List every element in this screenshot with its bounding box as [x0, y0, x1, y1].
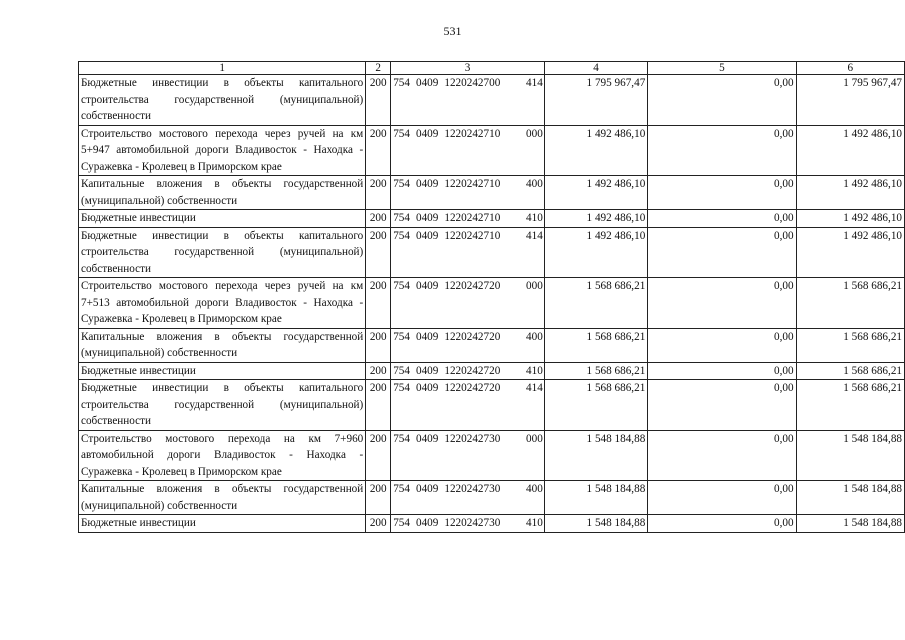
row-code-part-1 — [393, 481, 500, 498]
row-col-2: 200 — [366, 227, 391, 278]
table-row — [79, 362, 905, 380]
row-code-part-1 — [393, 176, 500, 193]
row-col-2: 200 — [366, 125, 391, 176]
row-col-5-value: 0,00 — [648, 227, 796, 278]
row-col-5-value: 0,00 — [648, 515, 796, 533]
row-ministry-code: 754 — [393, 280, 410, 292]
row-article-code: 1220242720 — [444, 280, 501, 292]
row-code-part-1 — [393, 126, 500, 143]
row-section-code: 0409 — [415, 330, 439, 343]
row-name: Строительство мостового перехода через ручей на км 7+513 автомобильной дороги Владивосток - Находка - Суражевка - Кролевец в Приморском крае — [79, 278, 366, 329]
row-budget-code — [391, 328, 545, 362]
table-row — [79, 380, 905, 431]
row-col-6-value: 1 548 184,88 — [796, 515, 904, 533]
row-name: Капитальные вложения в объекты государственной (муниципальной) собственности — [79, 328, 366, 362]
row-section-code: 0409 — [415, 382, 439, 394]
budget-table — [78, 61, 905, 533]
row-col-6-value: 1 568 686,21 — [796, 328, 904, 362]
header-col-1: 1 — [79, 62, 366, 75]
row-budget-code — [391, 75, 545, 126]
row-col-2: 200 — [366, 515, 391, 533]
row-article-code: 1220242730 — [444, 432, 501, 445]
row-budget-code — [391, 380, 545, 431]
row-col-4-value: 1 548 184,88 — [544, 515, 647, 533]
row-col-2: 200 — [366, 75, 391, 126]
row-code-part-1 — [393, 431, 500, 448]
row-ministry-code: 754 — [393, 517, 410, 529]
header-col-3: 3 — [391, 62, 545, 75]
row-col-6-value: 1 568 686,21 — [796, 278, 904, 329]
table-row — [79, 481, 905, 515]
row-budget-code — [391, 515, 545, 533]
table-row — [79, 515, 905, 533]
row-col-4-value: 1 795 967,47 — [544, 75, 647, 126]
row-col-6-value: 1 492 486,10 — [796, 176, 904, 210]
row-type-code: 000 — [526, 280, 543, 292]
row-section-code: 0409 — [415, 280, 439, 292]
row-col-2: 200 — [366, 210, 391, 228]
row-budget-code — [391, 362, 545, 380]
table-row — [79, 125, 905, 176]
table-row — [79, 278, 905, 329]
row-article-code: 1220242710 — [444, 212, 501, 224]
row-col-6-value: 1 568 686,21 — [796, 380, 904, 431]
row-col-5-value: 0,00 — [648, 75, 796, 126]
row-article-code: 1220242730 — [444, 517, 501, 529]
row-type-code: 400 — [526, 330, 543, 343]
row-col-4-value: 1 568 686,21 — [544, 328, 647, 362]
row-type-code: 400 — [526, 178, 543, 190]
row-budget-code — [391, 176, 545, 210]
row-budget-code — [391, 430, 545, 481]
row-col-6-value: 1 568 686,21 — [796, 362, 904, 380]
row-ministry-code: 754 — [393, 229, 410, 242]
row-col-6-value: 1 492 486,10 — [796, 227, 904, 278]
table-header-row — [79, 62, 905, 75]
row-name: Бюджетные инвестиции — [79, 515, 366, 533]
table-row — [79, 328, 905, 362]
row-col-5-value: 0,00 — [648, 481, 796, 515]
row-section-code: 0409 — [415, 483, 439, 495]
row-ministry-code: 754 — [393, 77, 410, 89]
row-ministry-code: 754 — [393, 127, 410, 140]
row-article-code: 1220242700 — [444, 77, 501, 89]
row-article-code: 1220242730 — [444, 483, 501, 495]
row-name: Капитальные вложения в объекты государственной (муниципальной) собственности — [79, 481, 366, 515]
row-section-code: 0409 — [415, 212, 439, 224]
row-col-2: 200 — [366, 328, 391, 362]
row-ministry-code: 754 — [393, 330, 410, 343]
row-code-part-1 — [393, 329, 500, 346]
row-type-code: 400 — [526, 483, 543, 495]
row-col-6-value: 1 548 184,88 — [796, 481, 904, 515]
row-col-2: 200 — [366, 362, 391, 380]
row-ministry-code: 754 — [393, 178, 410, 190]
row-budget-code — [391, 278, 545, 329]
header-col-2: 2 — [366, 62, 391, 75]
row-type-code: 000 — [526, 432, 543, 445]
row-name: Бюджетные инвестиции — [79, 362, 366, 380]
row-col-4-value: 1 548 184,88 — [544, 481, 647, 515]
row-ministry-code: 754 — [393, 483, 410, 495]
table-row — [79, 75, 905, 126]
row-article-code: 1220242720 — [444, 382, 501, 394]
row-col-4-value: 1 492 486,10 — [544, 227, 647, 278]
row-col-5-value: 0,00 — [648, 176, 796, 210]
row-col-2: 200 — [366, 176, 391, 210]
row-type-code: 410 — [526, 517, 543, 529]
row-article-code: 1220242720 — [444, 364, 501, 377]
table-row — [79, 430, 905, 481]
row-code-part-1 — [393, 380, 500, 397]
row-ministry-code: 754 — [393, 432, 410, 445]
row-code-part-1 — [393, 75, 500, 92]
row-section-code: 0409 — [415, 432, 439, 445]
row-budget-code — [391, 210, 545, 228]
page-number: 531 — [443, 24, 462, 38]
row-col-5-value: 0,00 — [648, 278, 796, 329]
row-col-5-value: 0,00 — [648, 430, 796, 481]
row-name: Строительство мостового перехода через ручей на км 5+947 автомобильной дороги Владивосток - Находка - Суражевка - Кролевец в Приморском крае — [79, 125, 366, 176]
table-row — [79, 210, 905, 228]
row-type-code: 410 — [526, 212, 543, 224]
row-article-code: 1220242710 — [444, 127, 501, 140]
row-name: Капитальные вложения в объекты государственной (муниципальной) собственности — [79, 176, 366, 210]
row-type-code: 414 — [526, 77, 543, 89]
row-col-5-value: 0,00 — [648, 380, 796, 431]
table-row — [79, 176, 905, 210]
row-section-code: 0409 — [415, 517, 439, 529]
row-col-6-value: 1 492 486,10 — [796, 210, 904, 228]
row-article-code: 1220242710 — [444, 178, 501, 190]
row-type-code: 000 — [526, 127, 543, 140]
row-section-code: 0409 — [415, 77, 439, 89]
row-article-code: 1220242720 — [444, 330, 501, 343]
row-code-part-1 — [393, 228, 500, 245]
row-ministry-code: 754 — [393, 212, 410, 224]
row-col-5-value: 0,00 — [648, 210, 796, 228]
row-code-part-1 — [393, 278, 500, 295]
row-code-part-1 — [393, 515, 500, 532]
row-code-part-1 — [393, 363, 500, 380]
row-col-2: 200 — [366, 278, 391, 329]
row-col-4-value: 1 492 486,10 — [544, 125, 647, 176]
row-col-4-value: 1 492 486,10 — [544, 176, 647, 210]
row-col-2: 200 — [366, 430, 391, 481]
row-section-code: 0409 — [415, 127, 439, 140]
row-section-code: 0409 — [415, 229, 439, 242]
row-col-4-value: 1 568 686,21 — [544, 362, 647, 380]
table-row — [79, 227, 905, 278]
row-col-4-value: 1 568 686,21 — [544, 278, 647, 329]
header-col-5: 5 — [648, 62, 796, 75]
row-type-code: 414 — [526, 229, 543, 242]
row-name: Бюджетные инвестиции — [79, 210, 366, 228]
row-section-code: 0409 — [415, 364, 439, 377]
row-section-code: 0409 — [415, 178, 439, 190]
row-col-6-value: 1 795 967,47 — [796, 75, 904, 126]
row-col-2: 200 — [366, 380, 391, 431]
row-col-6-value: 1 492 486,10 — [796, 125, 904, 176]
row-col-5-value: 0,00 — [648, 328, 796, 362]
row-name: Бюджетные инвестиции в объекты капитального строительства государственной (муниципальной) собственности — [79, 227, 366, 278]
row-col-5-value: 0,00 — [648, 125, 796, 176]
row-code-part-1 — [393, 210, 500, 227]
row-col-2: 200 — [366, 481, 391, 515]
row-name: Бюджетные инвестиции в объекты капитального строительства государственной (муниципальной) собственности — [79, 75, 366, 126]
row-budget-code — [391, 125, 545, 176]
row-budget-code — [391, 227, 545, 278]
row-budget-code — [391, 481, 545, 515]
row-ministry-code: 754 — [393, 364, 410, 377]
header-col-6: 6 — [796, 62, 904, 75]
row-type-code: 410 — [526, 364, 543, 377]
row-col-4-value: 1 548 184,88 — [544, 430, 647, 481]
table-body — [79, 75, 905, 533]
row-ministry-code: 754 — [393, 382, 410, 394]
row-name: Бюджетные инвестиции в объекты капитального строительства государственной (муниципальной) собственности — [79, 380, 366, 431]
row-article-code: 1220242710 — [444, 229, 501, 242]
header-col-4: 4 — [544, 62, 647, 75]
row-name: Строительство мостового перехода на км 7+960 автомобильной дороги Владивосток - Находка - Суражевка - Кролевец в Приморском крае — [79, 430, 366, 481]
row-col-6-value: 1 548 184,88 — [796, 430, 904, 481]
row-col-4-value: 1 492 486,10 — [544, 210, 647, 228]
row-col-4-value: 1 568 686,21 — [544, 380, 647, 431]
row-type-code: 414 — [526, 382, 543, 394]
row-col-5-value: 0,00 — [648, 362, 796, 380]
